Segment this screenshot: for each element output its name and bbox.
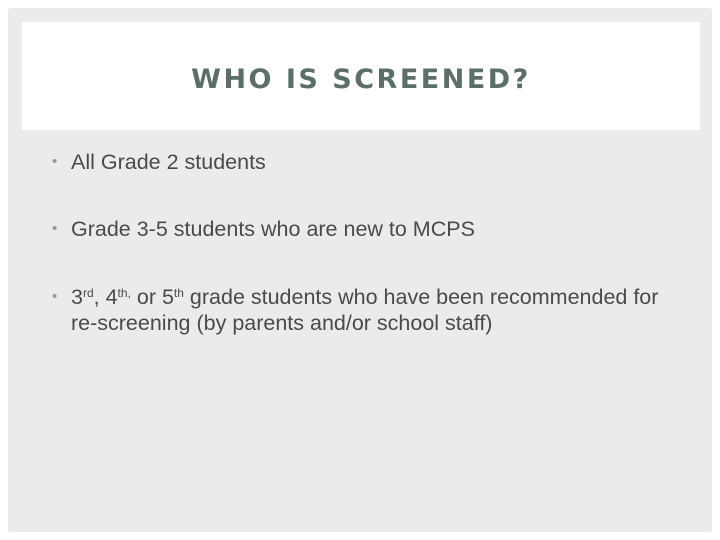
rescreening-text: grade students who have been recommended for re-screening (by parents and/or school staff): [71, 285, 659, 335]
ordinal-suffix: th,: [117, 285, 131, 300]
bullet-item-rescreening: [52, 284, 672, 336]
title-box: [22, 22, 700, 130]
bullet-icon: •: [52, 153, 58, 170]
slide-title: WHO IS SCREENED?: [191, 63, 531, 95]
bullet-icon: •: [52, 220, 58, 237]
ordinal-suffix: th: [173, 285, 184, 300]
bullet-icon: •: [52, 288, 58, 305]
bullet-text: All Grade 2 students: [71, 150, 266, 174]
grade-5-number: or 5: [130, 285, 174, 309]
bullet-text: [71, 285, 658, 335]
slide: [8, 8, 712, 532]
grade-4-number: , 4: [93, 285, 118, 309]
ordinal-suffix: rd: [82, 285, 94, 300]
bullet-item-new-students: [52, 216, 475, 242]
grade-3-number: 3: [71, 285, 83, 309]
bullet-item-grade-2: [52, 149, 266, 175]
bullet-text: Grade 3-5 students who are new to MCPS: [71, 217, 475, 241]
